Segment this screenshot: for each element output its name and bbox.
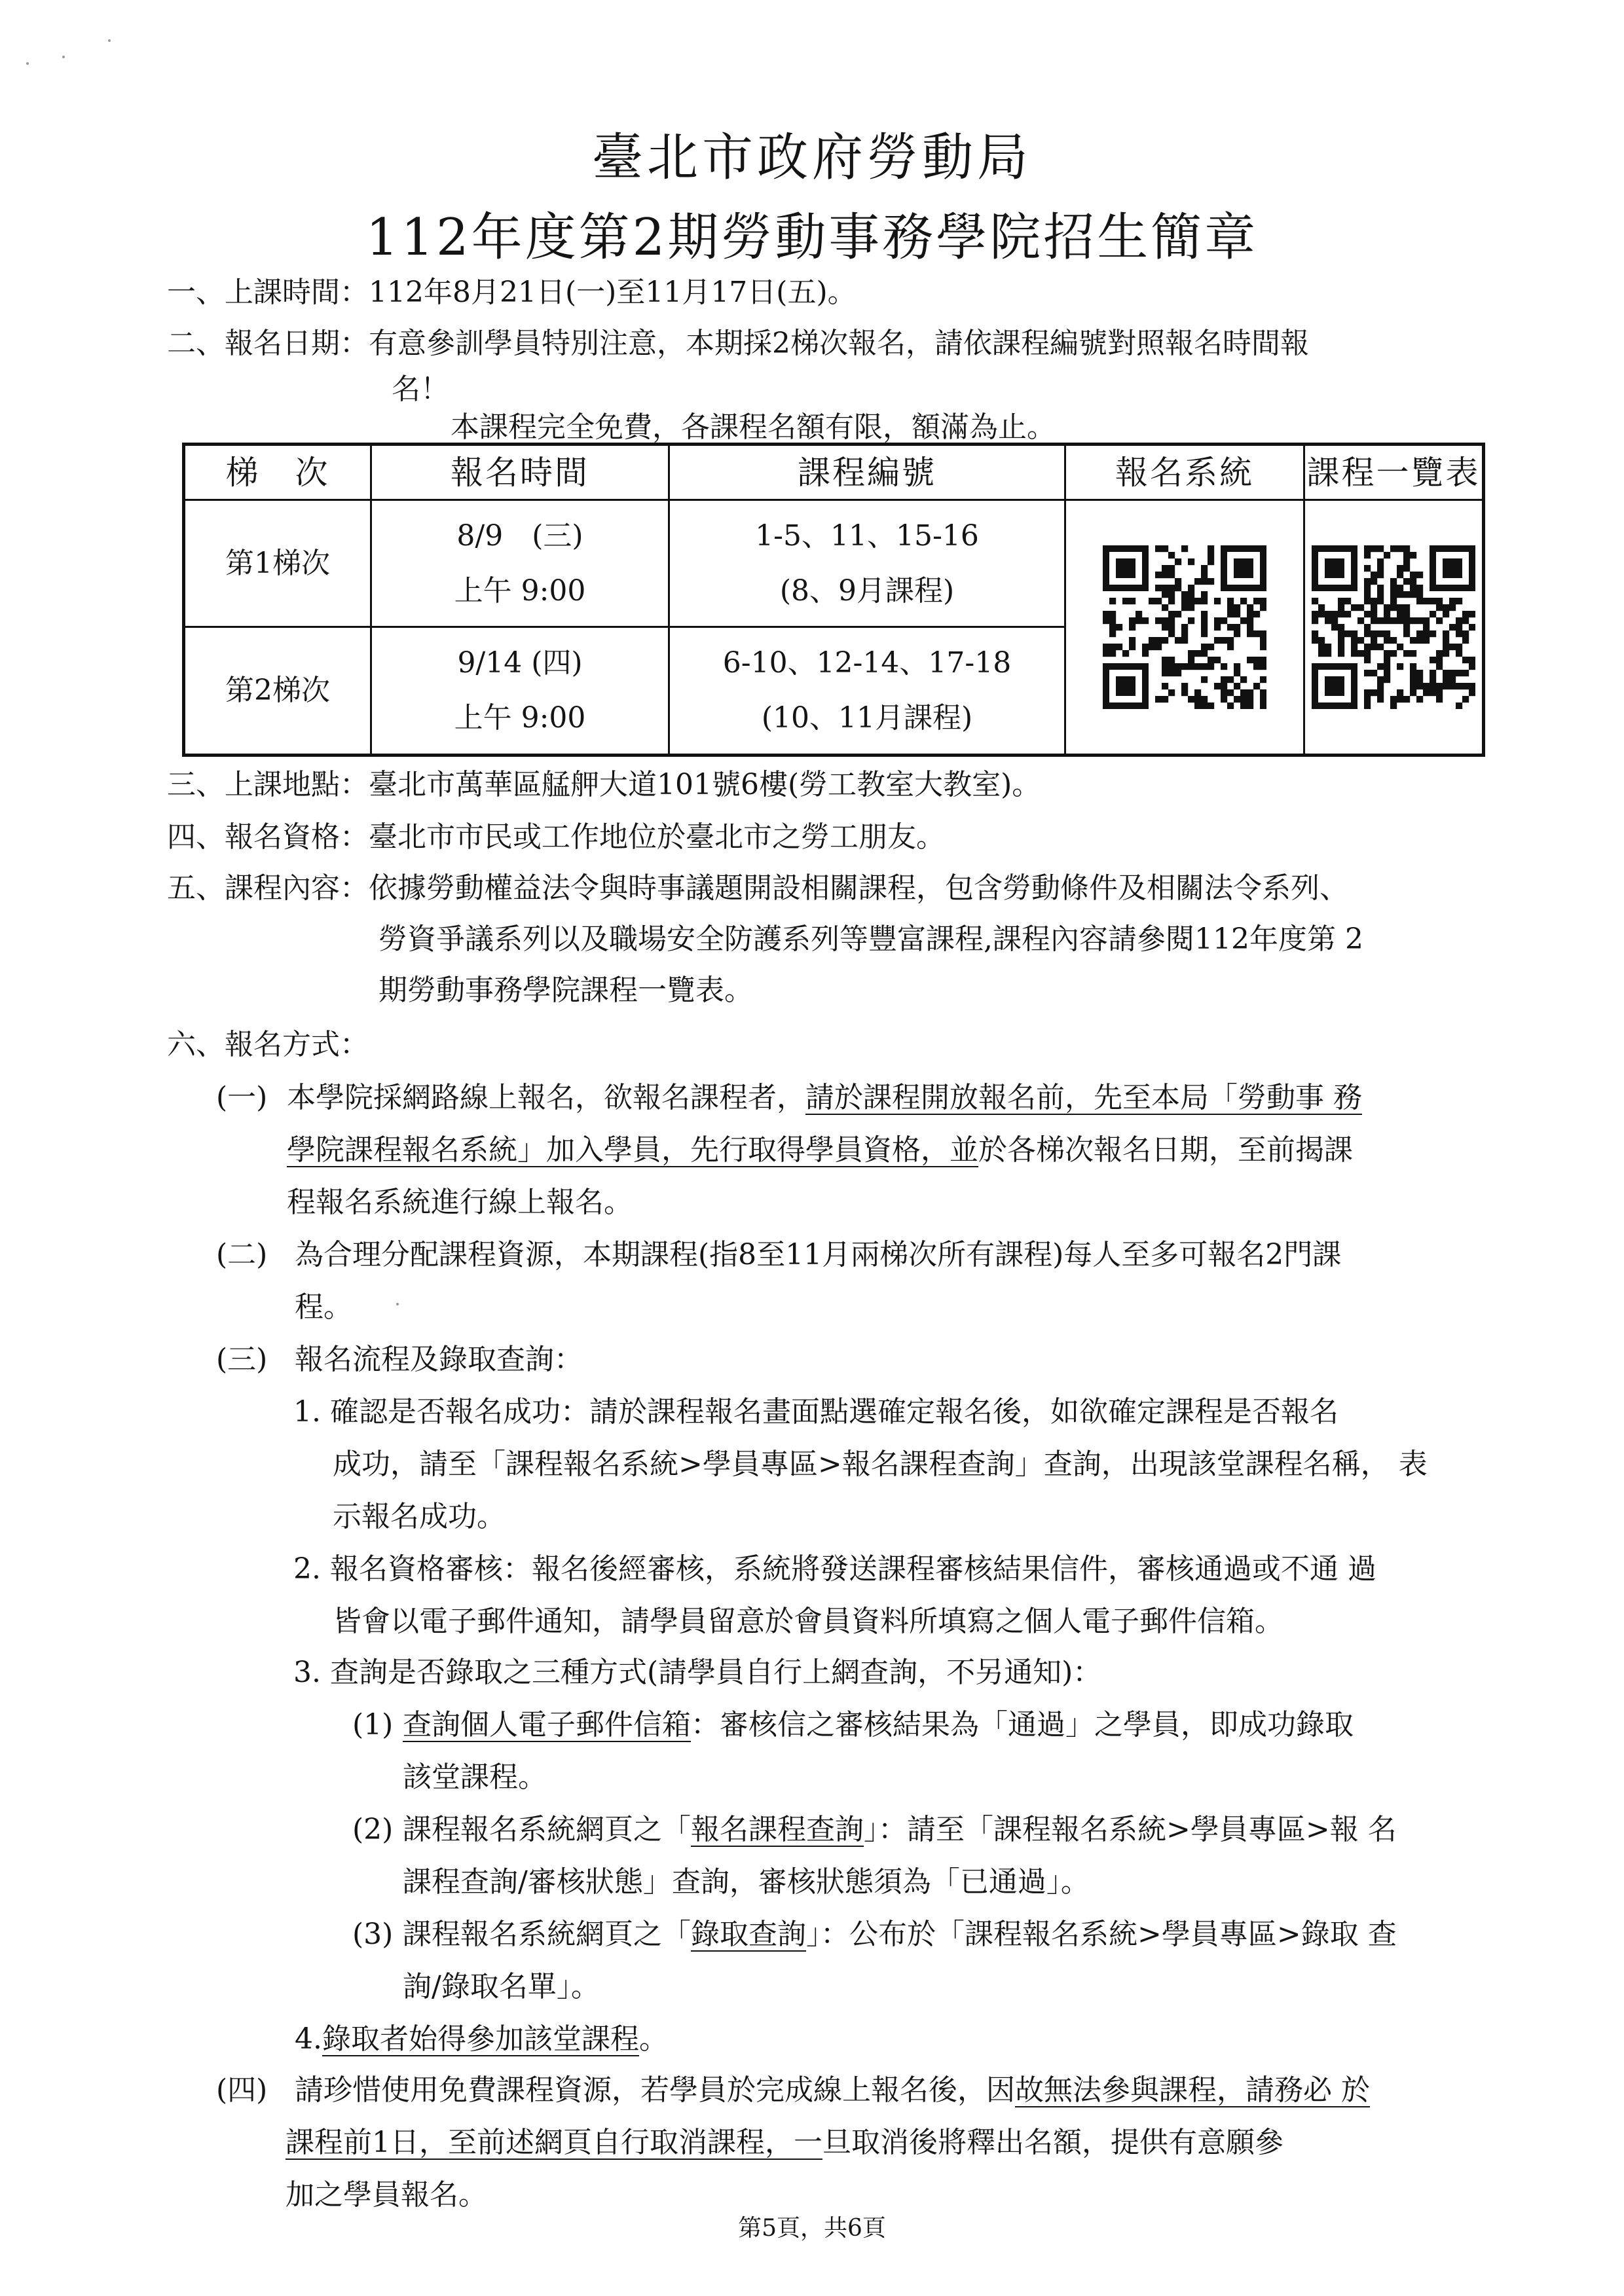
underlined-text: 報名課程查詢: [691, 1813, 864, 1846]
time-text: 上午 9:00: [454, 574, 586, 608]
method-item4-line3: 加之學員報名。: [286, 2178, 487, 2212]
step3-title: 3. 查詢是否錄取之三種方式(請學員自行上網查詢，不另通知)：: [293, 1656, 1102, 1689]
underlined-text: 錄取查詢: [691, 1918, 806, 1951]
step4-line: 4.錄取者始得參加該堂課程。: [295, 2022, 668, 2056]
text: 」：公布於「課程報名系統>學員專區>錄取 查: [806, 1918, 1397, 1951]
section-registration-date: [167, 318, 1309, 369]
table-header-list: 課程一覽表: [1305, 446, 1482, 501]
document-title: 臺北市政府勞動局: [591, 128, 1032, 187]
text: 於各梯次報名日期，至前揭課: [978, 1133, 1353, 1167]
page-number: 第5頁，共6頁: [738, 2215, 886, 2242]
method1-line1: [403, 1700, 1354, 1751]
table-cell-date: [372, 501, 670, 628]
codes-text: 1-5、11、15-16: [755, 519, 979, 553]
section-text: 112年8月21日(一)至11月17日(五)。: [369, 276, 857, 309]
table-cell-batch: 第2梯次: [185, 628, 372, 754]
qr-code-course-list-icon[interactable]: [1312, 545, 1475, 709]
section-text-cont: 勞資爭議系列以及職場安全防護系列等豐富課程,課程內容請參閱112年度第 2: [378, 922, 1363, 956]
method3-line2: 詢/錄取名單」。: [403, 1970, 600, 2003]
text: 請珍惜使用免費課程資源，若學員於完成線上報名後，因: [295, 2073, 1015, 2107]
date-text: 9/14 (四): [457, 646, 583, 680]
registration-schedule-table: [182, 443, 1485, 757]
document-subtitle: 112年度第2期勞動事務學院招生簡章: [365, 208, 1259, 267]
item-number: (二): [216, 1238, 268, 1271]
underlined-text: 錄取者始得參加該堂課程: [322, 2022, 639, 2056]
text: 課程報名系統網頁之「: [403, 1813, 691, 1846]
section-label: 一、上課時間：: [167, 276, 369, 309]
text: 旦取消後將釋出名額，提供有意願參: [822, 2126, 1283, 2159]
method-num: (2): [352, 1813, 394, 1846]
method-item1-line3: 程報名系統進行線上報名。: [287, 1186, 633, 1219]
step2-line1: 2. 報名資格審核：報名後經審核，系統將發送課程審核結果信件，審核通過或不通 過: [293, 1552, 1376, 1586]
section-text: 臺北市市民或工作地位於臺北市之勞工朋友。: [369, 820, 945, 854]
text: 課程報名系統網頁之「: [403, 1918, 691, 1951]
step1-line1: 1. 確認是否報名成功：請於課程報名畫面點選確定報名後，如欲確定課程是否報名: [293, 1395, 1338, 1429]
method-item4-line2: [286, 2117, 1283, 2168]
text: ：審核信之審核結果為「通過」之學員，即成功錄取: [691, 1708, 1354, 1741]
table-cell-batch: 第1梯次: [185, 501, 372, 628]
step2-line2: 皆會以電子郵件通知，請學員留意於會員資料所填寫之個人電子郵件信箱。: [333, 1605, 1283, 1638]
section-class-time: [167, 267, 857, 318]
table-header-system: 報名系統: [1066, 446, 1305, 501]
table-cell-system-qr: [1066, 501, 1305, 754]
step1-line2: 成功，請至「課程報名系統>學員專區>報名課程查詢」查詢，出現該堂課程名稱， 表: [333, 1448, 1428, 1481]
section-text: 臺北市萬華區艋舺大道101號6樓(勞工教室大教室)。: [369, 768, 1041, 801]
text: 4.: [295, 2022, 322, 2056]
section-course-content: [167, 863, 1348, 914]
method-item1-line2: [287, 1125, 1353, 1176]
text: 本學院採網路線上報名，欲報名課程者，: [287, 1081, 805, 1114]
section-text-cont: 期勞動事務學院課程一覽表。: [378, 974, 753, 1007]
underlined-text: 查詢個人電子郵件信箱: [403, 1708, 691, 1741]
method-item2-line1: 為合理分配課程資源，本期課程(指8至11月兩梯次所有課程)每人至多可報名2門課: [295, 1238, 1342, 1271]
section-text: 依據勞動權益法令與時事議題開設相關課程，包含勞動條件及相關法令系列、: [369, 871, 1348, 905]
item-number: (三): [216, 1343, 268, 1376]
codes-text: 6-10、12-14、17-18: [722, 646, 1012, 680]
item-number: (一): [216, 1081, 268, 1114]
item-number: (四): [216, 2073, 268, 2107]
method-item4-line1: [295, 2065, 1370, 2116]
free-course-note: 本課程完全免費，各課程名額有限，額滿為止。: [451, 410, 1056, 444]
underlined-text: 故無法參與課程，請務必 於: [1015, 2073, 1370, 2107]
method-num: (1): [352, 1708, 394, 1741]
method-item1-line1: [287, 1072, 1362, 1123]
method1-line2: 該堂課程。: [403, 1760, 547, 1794]
section-registration-method: 六、報名方式：: [167, 1028, 369, 1061]
section-label: 二、報名日期：: [167, 327, 369, 360]
table-cell-codes: [670, 628, 1066, 754]
method3-line1: [403, 1909, 1397, 1960]
section-label: 四、報名資格：: [167, 820, 369, 854]
underlined-text: 課程前1日，至前述網頁自行取消課程，一: [286, 2126, 822, 2159]
months-text: (8、9月課程): [779, 574, 955, 608]
method2-line2: 課程查詢/審核狀態」查詢，審核狀態須為「已通過」。: [403, 1865, 1090, 1899]
method-num: (3): [352, 1918, 394, 1951]
table-header-codes: 課程編號: [670, 446, 1066, 501]
table-header-batch: 梯 次: [185, 446, 372, 501]
months-text: (10、11月課程): [761, 701, 973, 735]
method-item3-title: 報名流程及錄取查詢：: [295, 1343, 583, 1376]
underlined-text: 學院課程報名系統」加入學員，先行取得學員資格，並: [287, 1133, 978, 1167]
qr-code-registration-system-icon[interactable]: [1103, 545, 1266, 709]
date-text: 8/9 (三): [456, 519, 583, 553]
section-eligibility: [167, 812, 945, 863]
section-class-location: [167, 759, 1041, 811]
method2-line1: [403, 1804, 1397, 1855]
method-item2-line2: 程。: [295, 1290, 352, 1324]
section-label: 五、課程內容：: [167, 871, 369, 905]
table-header-date: 報名時間: [372, 446, 670, 501]
underlined-text: 請於課程開放報名前，先至本局「勞動事 務: [805, 1081, 1362, 1114]
section-label: 三、上課地點：: [167, 768, 369, 801]
section-text: 有意參訓學員特別注意，本期採2梯次報名，請依課程編號對照報名時間報: [369, 327, 1309, 360]
text: 」：請至「課程報名系統>學員專區>報 名: [864, 1813, 1397, 1846]
time-text: 上午 9:00: [454, 701, 586, 735]
table-cell-date: [372, 628, 670, 754]
table-cell-list-qr: [1305, 501, 1482, 754]
step1-line3: 示報名成功。: [333, 1500, 506, 1533]
table-cell-codes: [670, 501, 1066, 628]
section-text-cont: 名！: [392, 373, 449, 406]
